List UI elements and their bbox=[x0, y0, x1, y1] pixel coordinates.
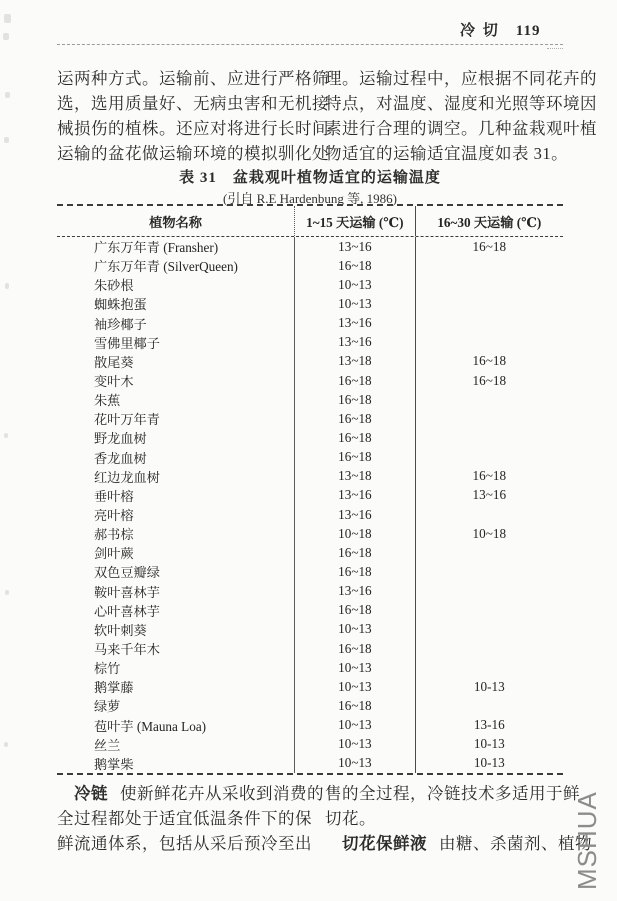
transport-16-30-days-cell: 16~18 bbox=[415, 237, 563, 256]
plant-name-cell: 香龙血树 bbox=[94, 450, 147, 466]
plant-name-cell: 垂叶榕 bbox=[94, 488, 134, 504]
text-line: 械损伤的植株。还应对将进行长时间 bbox=[57, 119, 329, 138]
bottom-paragraph-right-column bbox=[325, 781, 592, 856]
scan-artifact bbox=[5, 590, 9, 595]
table-row bbox=[57, 314, 563, 333]
plant-name-cell: 心叶喜林芋 bbox=[94, 603, 160, 619]
transport-1-15-days-cell: 16~18 bbox=[294, 428, 414, 447]
transport-1-15-days-cell: 16~18 bbox=[294, 371, 414, 390]
table-row bbox=[57, 639, 563, 658]
transport-1-15-days-cell: 10~13 bbox=[294, 677, 414, 696]
transport-16-30-days-cell: 10-13 bbox=[415, 754, 563, 773]
plant-name-cell: 广东万年青 (SilverQueen) bbox=[94, 259, 238, 275]
text-line bbox=[325, 831, 592, 856]
table-row bbox=[57, 562, 563, 581]
table-row bbox=[57, 390, 563, 409]
table-row bbox=[57, 352, 563, 371]
transport-16-30-days-cell bbox=[415, 409, 563, 428]
plant-name-cell: 双色豆瓣绿 bbox=[94, 565, 160, 581]
text-line: 鲜流通体系，包括从采后预冷至出 bbox=[57, 834, 312, 853]
table-row bbox=[57, 620, 563, 639]
table-row bbox=[57, 754, 563, 773]
header-rule bbox=[57, 44, 563, 45]
plant-name-cell: 苞叶芋 (Mauna Loa) bbox=[94, 718, 207, 734]
transport-16-30-days-cell bbox=[415, 294, 563, 313]
transport-1-15-days-cell: 13~18 bbox=[294, 467, 414, 486]
transport-1-15-days-cell: 13~16 bbox=[294, 486, 414, 505]
plant-name-cell: 郝书棕 bbox=[94, 527, 134, 543]
column-header-plant-name: 植物名称 bbox=[149, 214, 202, 230]
plant-name-cell: 广东万年青 (Fransher) bbox=[94, 240, 219, 256]
term-cold-chain: 冷链 bbox=[74, 784, 108, 803]
plant-name-cell: 野龙血树 bbox=[94, 431, 147, 447]
table-row bbox=[57, 467, 563, 486]
left-column-lines bbox=[57, 806, 312, 856]
transport-1-15-days-cell: 16~18 bbox=[294, 562, 414, 581]
plant-name-cell: 鹅掌柴 bbox=[94, 756, 134, 772]
scan-artifact bbox=[3, 33, 9, 40]
table-header-row bbox=[57, 206, 563, 237]
transport-16-30-days-cell bbox=[415, 658, 563, 677]
transport-16-30-days-cell: 13-16 bbox=[415, 716, 563, 735]
top-paragraph-left-column bbox=[57, 66, 329, 166]
transport-1-15-days-cell: 16~18 bbox=[294, 390, 414, 409]
top-paragraph bbox=[57, 66, 597, 166]
plant-name-cell: 鹅掌藤 bbox=[94, 680, 134, 696]
table-row bbox=[57, 505, 563, 524]
table-row bbox=[57, 333, 563, 352]
transport-16-30-days-cell bbox=[415, 390, 563, 409]
text-line: 选，选用质量好、无病虫害和无机接 bbox=[57, 94, 329, 113]
table-row bbox=[57, 677, 563, 696]
text-line: 运输的盆花做运输环境的模拟驯化处 bbox=[57, 144, 329, 163]
table-row bbox=[57, 716, 563, 735]
table-row bbox=[57, 294, 563, 313]
term-definition-text: 使新鲜花卉从采收到消费的 bbox=[120, 784, 324, 803]
transport-16-30-days-cell bbox=[415, 314, 563, 333]
transport-1-15-days-cell: 10~13 bbox=[294, 754, 414, 773]
plant-name-cell: 棕竹 bbox=[94, 661, 121, 677]
transport-1-15-days-cell: 13~16 bbox=[294, 314, 414, 333]
transport-1-15-days-cell: 16~18 bbox=[294, 448, 414, 467]
transport-16-30-days-cell bbox=[415, 696, 563, 715]
right-column-lines bbox=[325, 781, 580, 831]
scan-artifact bbox=[5, 283, 9, 289]
transport-16-30-days-cell: 13~16 bbox=[415, 486, 563, 505]
transport-16-30-days-cell bbox=[415, 428, 563, 447]
table-row bbox=[57, 582, 563, 601]
text-line: 切花。 bbox=[325, 809, 376, 828]
column-header-16-30-days: 16~30 天运输 (℃) bbox=[415, 206, 563, 236]
transport-16-30-days-cell bbox=[415, 448, 563, 467]
text-line bbox=[57, 781, 324, 806]
plant-name-cell: 丝兰 bbox=[94, 737, 121, 753]
transport-16-30-days-cell bbox=[415, 256, 563, 275]
transport-1-15-days-cell: 10~13 bbox=[294, 716, 414, 735]
plant-name-cell: 雪佛里椰子 bbox=[94, 335, 160, 351]
transport-1-15-days-cell: 13~16 bbox=[294, 333, 414, 352]
text-line: 运两种方式。运输前、应进行严格筛 bbox=[57, 69, 329, 88]
plant-name-cell: 朱蕉 bbox=[94, 393, 121, 409]
scan-artifact bbox=[4, 433, 8, 438]
table-body bbox=[57, 237, 563, 773]
transport-1-15-days-cell: 16~18 bbox=[294, 256, 414, 275]
chapter-title: 冷 切 bbox=[460, 23, 500, 39]
term-definition-text: 由糖、杀菌剂、植物 bbox=[439, 834, 592, 853]
plant-name-cell: 朱砂根 bbox=[94, 278, 134, 294]
transport-16-30-days-cell bbox=[415, 639, 563, 658]
transport-1-15-days-cell: 13~16 bbox=[294, 505, 414, 524]
plant-name-cell: 红边龙血树 bbox=[94, 469, 160, 485]
plant-name-cell: 花叶万年青 bbox=[94, 412, 160, 428]
plant-name-cell: 剑叶蕨 bbox=[94, 546, 134, 562]
plant-name-cell: 马来千年木 bbox=[94, 642, 160, 658]
table-row bbox=[57, 543, 563, 562]
transport-1-15-days-cell: 10~13 bbox=[294, 658, 414, 677]
plant-name-cell: 软叶刺葵 bbox=[94, 622, 147, 638]
table-row bbox=[57, 524, 563, 543]
transport-1-15-days-cell: 16~18 bbox=[294, 696, 414, 715]
table-row bbox=[57, 371, 563, 390]
transport-16-30-days-cell: 16~18 bbox=[415, 371, 563, 390]
transport-16-30-days-cell: 16~18 bbox=[415, 467, 563, 486]
plant-name-cell: 绿萝 bbox=[94, 699, 121, 715]
column-header-1-15-days: 1~15 天运输 (℃) bbox=[294, 206, 415, 236]
text-line: 特点，对温度、湿度和光照等环境因 bbox=[325, 94, 597, 113]
table-source-citation: (引自 R.E Hardenbung 等, 1986) bbox=[222, 191, 398, 206]
transport-16-30-days-cell: 10~18 bbox=[415, 524, 563, 543]
transport-16-30-days-cell bbox=[415, 582, 563, 601]
transport-1-15-days-cell: 16~18 bbox=[294, 601, 414, 620]
page-number: 119 bbox=[515, 23, 541, 39]
plant-name-cell: 变叶木 bbox=[94, 374, 134, 390]
transport-1-15-days-cell: 10~18 bbox=[294, 524, 414, 543]
transport-1-15-days-cell: 10~13 bbox=[294, 735, 414, 754]
transport-1-15-days-cell: 16~18 bbox=[294, 543, 414, 562]
text-line: 素进行合理的调空。几种盆栽观叶植 bbox=[325, 119, 597, 138]
plant-name-cell: 鞍叶喜林芋 bbox=[94, 584, 160, 600]
plant-name-cell: 散尾葵 bbox=[94, 354, 134, 370]
table-row bbox=[57, 448, 563, 467]
transport-16-30-days-cell bbox=[415, 620, 563, 639]
table-row bbox=[57, 735, 563, 754]
transport-16-30-days-cell bbox=[415, 543, 563, 562]
transport-16-30-days-cell bbox=[415, 275, 563, 294]
header-rule-artifact bbox=[547, 48, 563, 49]
transport-1-15-days-cell: 13~18 bbox=[294, 352, 414, 371]
bottom-paragraph bbox=[57, 781, 592, 856]
transport-1-15-days-cell: 13~16 bbox=[294, 237, 414, 256]
plant-name-cell: 亮叶榕 bbox=[94, 508, 134, 524]
transport-1-15-days-cell: 16~18 bbox=[294, 639, 414, 658]
text-line: 物适宜的运输适宜温度如表 31。 bbox=[325, 144, 569, 163]
scan-artifact bbox=[4, 137, 9, 143]
transport-1-15-days-cell: 10~13 bbox=[294, 294, 414, 313]
plant-name-cell: 袖珍椰子 bbox=[94, 316, 147, 332]
transport-1-15-days-cell: 10~13 bbox=[294, 275, 414, 294]
text-line: 全过程都处于适宜低温条件下的保 bbox=[57, 809, 312, 828]
transport-16-30-days-cell: 10-13 bbox=[415, 677, 563, 696]
transport-temperature-table bbox=[57, 204, 563, 775]
term-preservative-solution: 切花保鲜液 bbox=[342, 834, 427, 853]
transport-16-30-days-cell bbox=[415, 505, 563, 524]
table-row bbox=[57, 428, 563, 447]
table-row bbox=[57, 658, 563, 677]
transport-16-30-days-cell: 16~18 bbox=[415, 352, 563, 371]
text-line: 售的全过程，冷链技术多适用于鲜 bbox=[325, 784, 580, 803]
scan-artifact bbox=[4, 742, 8, 747]
text-line: 理。运输过程中，应根据不同花卉的 bbox=[325, 69, 597, 88]
transport-16-30-days-cell bbox=[415, 333, 563, 352]
watermark: MSHUA bbox=[572, 791, 602, 890]
table-row bbox=[57, 696, 563, 715]
running-head bbox=[460, 19, 540, 40]
transport-1-15-days-cell: 13~16 bbox=[294, 582, 414, 601]
scan-artifact bbox=[4, 14, 11, 23]
scan-artifact bbox=[5, 92, 10, 98]
transport-16-30-days-cell: 10-13 bbox=[415, 735, 563, 754]
bottom-paragraph-left-column bbox=[57, 781, 324, 856]
top-paragraph-right-column bbox=[325, 66, 597, 166]
table-row bbox=[57, 237, 563, 256]
plant-name-cell: 蜘蛛抱蛋 bbox=[94, 297, 147, 313]
transport-16-30-days-cell bbox=[415, 601, 563, 620]
table-row bbox=[57, 601, 563, 620]
table-title: 表 31 盆栽观叶植物适宜的运输温度 bbox=[179, 170, 441, 186]
table-row bbox=[57, 486, 563, 505]
transport-1-15-days-cell: 10~13 bbox=[294, 620, 414, 639]
transport-16-30-days-cell bbox=[415, 562, 563, 581]
transport-1-15-days-cell: 16~18 bbox=[294, 409, 414, 428]
table-row bbox=[57, 256, 563, 275]
table-row bbox=[57, 409, 563, 428]
table-row bbox=[57, 275, 563, 294]
